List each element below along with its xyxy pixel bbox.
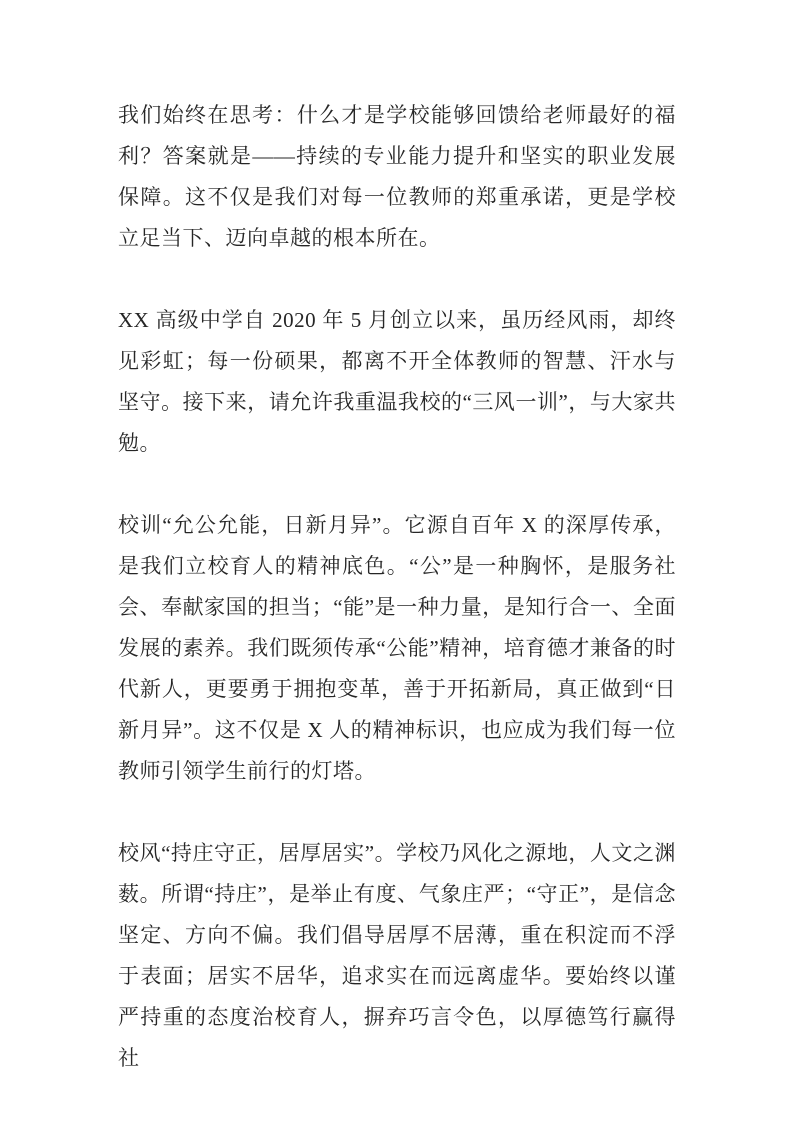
paragraph-school-motto: 校训“允公允能，日新月异”。它源自百年 X 的深厚传承，是我们立校育人的精神底色。“公”是一种胸怀，是服务社会、奉献家国的担当；“能”是一种力量，是知行合一、全面发展的素养。我们既须传承“公能”精神，培育德才兼备的时代新人，更要勇于拥抱变革，善于开拓新局，真正做到“日新月异”。这不仅是 X 人的精神标识，也应成为我们每一位教师引领学生前行的灯塔。 [118,513,676,783]
paragraph-school-history: XX 高级中学自 2020 年 5 月创立以来，虽历经风雨，却终见彩虹；每一份硕果，都离不开全体教师的智慧、汗水与坚守。接下来，请允许我重温我校的“三风一训”，与大家共勉。 [118,308,676,455]
paragraph-intro-teacher-welfare: 我们始终在思考：什么才是学校能够回馈给老师最好的福利？答案就是——持续的专业能力提升和坚实的职业发展保障。这不仅是我们对每一位教师的郑重承诺，更是学校立足当下、迈向卓越的根本所在。 [118,103,676,250]
paragraph-school-ethos: 校风“持庄守正，居厚居实”。学校乃风化之源地，人文之渊薮。所谓“持庄”，是举止有度、气象庄严；“守正”，是信念坚定、方向不偏。我们倡导居厚不居薄，重在积淀而不浮于表面；居实不居华，追求实在而远离虚华。要始终以谨严持重的态度治校育人，摒弃巧言令色，以厚德笃行赢得社 [118,841,676,1070]
